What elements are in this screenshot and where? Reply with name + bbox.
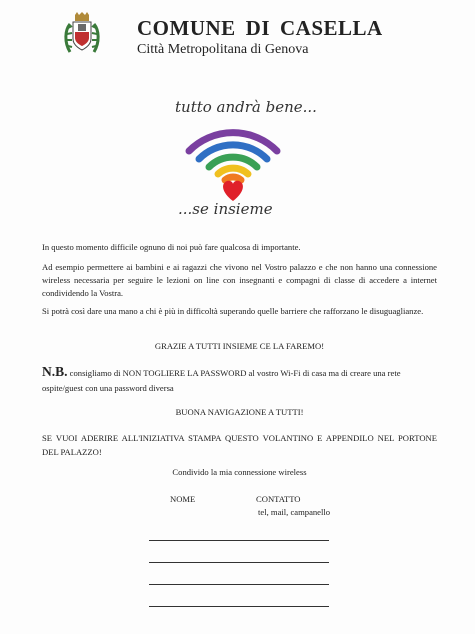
municipality-title: COMUNE DI CASELLA: [137, 16, 383, 40]
blank-line: [149, 606, 329, 607]
wifi-arc-4: [218, 168, 248, 174]
join-initiative-text: SE VUOI ADERIRE ALL'INIZIATIVA STAMPA QUESTO VOLANTINO E APPENDILO NEL PORTONE DEL PALAZZO!: [42, 433, 437, 457]
nb-note: [42, 364, 437, 396]
contact-column-header: CONTATTO: [256, 494, 301, 504]
blank-line: [149, 540, 329, 541]
name-column-header: NOME: [170, 494, 196, 504]
share-connection-line: Condivido la mia connessione wireless: [172, 467, 307, 477]
slogan-bottom: ...se insieme: [178, 200, 273, 218]
contact-subheader: tel, mail, campanello: [258, 507, 331, 517]
paragraph-help: Si potrà così dare una mano a chi è più in difficoltà superando quelle barriere che rafforzano le disuguaglianze.: [42, 306, 424, 316]
wifi-arc-5: [225, 177, 241, 180]
nb-text: consigliamo di NON TOGLIERE LA PASSWORD al vostro Wi-Fi di casa ma di creare una rete ospite/guest con una password diversa: [42, 368, 401, 393]
rainbow-wifi-heart-icon: [181, 113, 285, 203]
good-browsing-line: BUONA NAVIGAZIONE A TUTTI!: [175, 407, 304, 417]
blank-line: [149, 584, 329, 585]
blank-line: [149, 562, 329, 563]
paragraph-intro: In questo momento difficile ognuno di noi può fare qualcosa di importante.: [42, 242, 301, 252]
slogan-top: tutto andrà bene...: [175, 98, 317, 116]
nb-label: N.B.: [42, 364, 68, 379]
paragraph-example: Ad esempio permettere ai bambini e ai ragazzi che vivono nel Vostro palazzo e che non hanno una connessione wireless necessaria per seguire le lezioni on line con insegnanti e compagni di classe di accedere a internet condividendo la Vostra.: [42, 262, 437, 299]
heart-icon: [223, 181, 243, 201]
thanks-line: GRAZIE A TUTTI INSIEME CE LA FAREMO!: [154, 341, 325, 351]
municipality-subtitle: Città Metropolitana di Genova: [137, 42, 309, 57]
coat-of-arms-icon: [62, 12, 102, 58]
